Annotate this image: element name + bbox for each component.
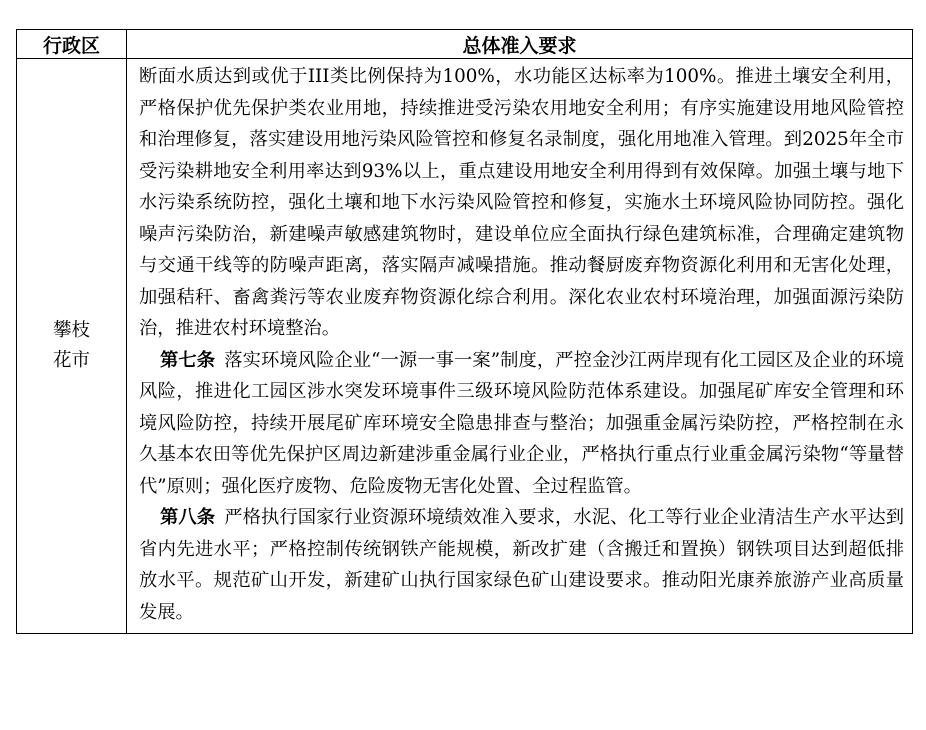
intro-paragraph: 断面水质达到或优于III类比例保持为100%，水功能区达标率为100%。推进土壤安全利用，严格保护优先保护类农业用地，持续推进受污染农用地安全利用；有序实施建设用地风险管控和治理修复，落实建设用地污染风险管控和修复名录制度，强化用地准入管理。到2025年全市受污染耕地安全利用率达到93%以上，重点建设用地安全利用得到有效保障。加强土壤与地下水污染系统防控，强化土壤和地下水污染风险管控和修复，实施水土环境风险协同防控。强化噪声污染防治，新建噪声敏感建筑物时，建设单位应全面执行绿色建筑标准，合理确定建筑物与交通干线等的防噪声距离，落实隔声减噪措施。推动餐厨废弃物资源化利用和无害化处理，加强秸秆、畜禽粪污等农业废弃物资源化综合利用。深化农业农村环境治理，加强面源污染防治，推进农村环境整治。: [139, 66, 904, 339]
article-7-title: 第七条: [160, 349, 216, 371]
policy-table: [16, 29, 913, 634]
requirements-cell: [127, 59, 913, 634]
region-name-line1: 攀枝: [52, 320, 90, 341]
header-region: 行政区: [17, 30, 127, 59]
article-7: [139, 345, 904, 503]
header-row: [17, 30, 913, 59]
region-cell: [17, 59, 127, 634]
article-8-text: 严格执行国家行业资源环境绩效准入要求，水泥、化工等行业企业清洁生产水平达到省内先进水平；严格控制传统钢铁产能规模，新改扩建（含搬迁和置换）钢铁项目达到超低排放水平。规范矿山开发，新建矿山执行国家绿色矿山建设要求。推动阳光康养旅游产业高质量发展。: [139, 507, 905, 623]
region-name-line2: 花市: [52, 350, 90, 371]
header-requirements: 总体准入要求: [127, 30, 913, 59]
article-8-title: 第八条: [160, 507, 216, 528]
article-7-text: 落实环境风险企业“一源一事一案”制度，严控金沙江两岸现有化工园区及企业的环境风险，推进化工园区涉水突发环境事件三级环境风险防范体系建设。加强尾矿库安全管理和环境风险防控，持续开展尾矿库环境安全隐患排查与整治；加强重金属污染防控，严格控制在永久基本农田等优先保护区周边新建涉重金属行业企业，严格执行重点行业重金属污染物“等量替代”原则；强化医疗废物、危险废物无害化处置、全过程监管。: [139, 349, 905, 497]
article-8: [139, 502, 904, 628]
table-row: [17, 59, 913, 634]
